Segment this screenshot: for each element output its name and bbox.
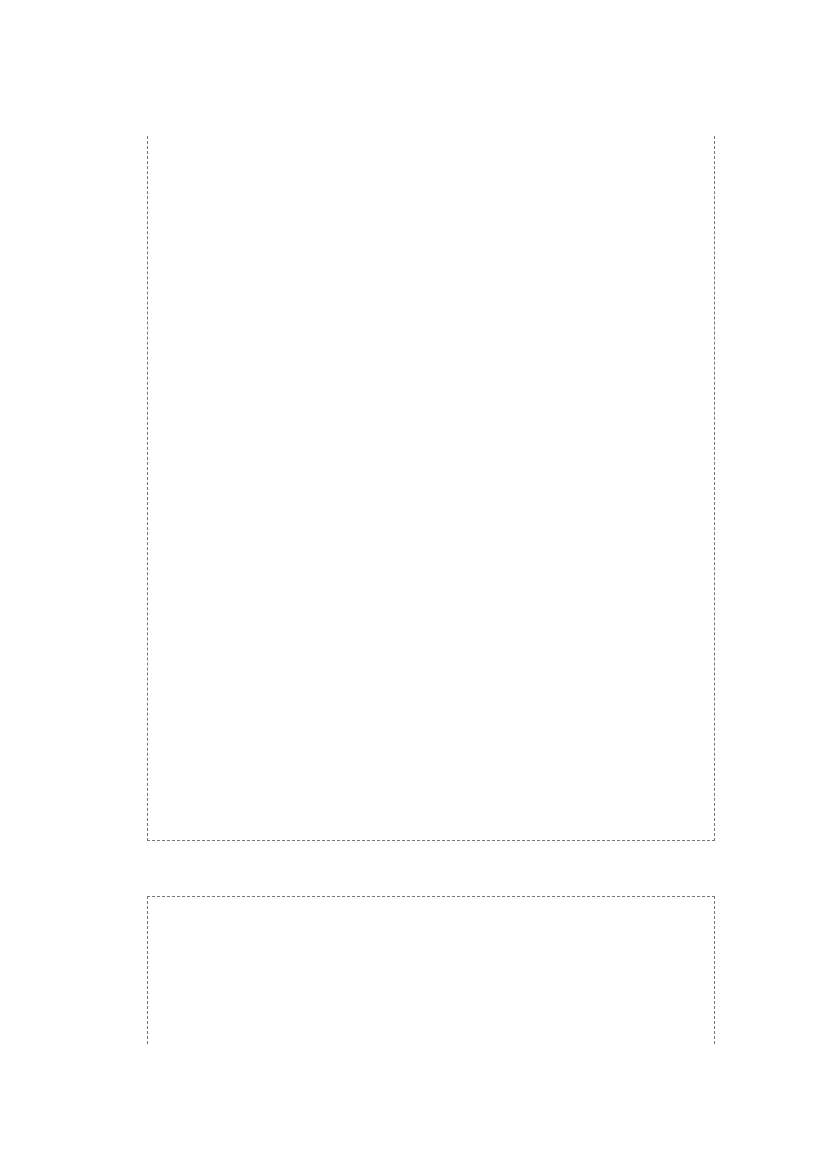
- invalid-cases-box: [147, 896, 715, 1044]
- valid-cases-box: [147, 136, 715, 841]
